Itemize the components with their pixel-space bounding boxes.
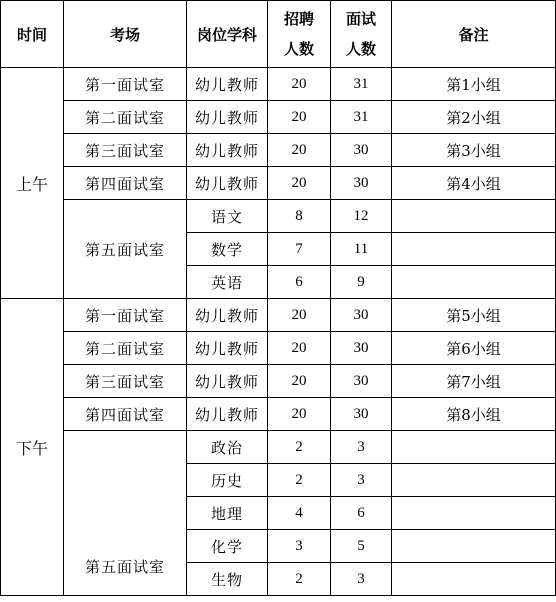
subject-cell: 语文 bbox=[187, 200, 268, 233]
interview-count-cell: 30 bbox=[331, 365, 392, 398]
table-row bbox=[1, 167, 556, 200]
recruit-count-cell: 20 bbox=[268, 101, 331, 134]
interview-count-cell: 3 bbox=[331, 563, 392, 596]
note-cell: 第5小组 bbox=[392, 299, 556, 332]
recruit-count-cell: 20 bbox=[268, 299, 331, 332]
interview-count-cell: 31 bbox=[331, 68, 392, 101]
recruit-count-cell: 20 bbox=[268, 365, 331, 398]
header-room: 考场 bbox=[64, 1, 187, 68]
table-row bbox=[1, 431, 556, 464]
interview-count-cell: 12 bbox=[331, 200, 392, 233]
subject-cell: 幼儿教师 bbox=[187, 365, 268, 398]
header-subject: 岗位学科 bbox=[187, 1, 268, 68]
table-row bbox=[1, 332, 556, 365]
recruit-count-cell: 20 bbox=[268, 68, 331, 101]
subject-cell: 英语 bbox=[187, 266, 268, 299]
note-cell: 第7小组 bbox=[392, 365, 556, 398]
recruit-count-cell: 20 bbox=[268, 134, 331, 167]
note-cell: 第6小组 bbox=[392, 332, 556, 365]
table-row bbox=[1, 101, 556, 134]
note-cell bbox=[392, 266, 556, 299]
recruit-count-cell: 20 bbox=[268, 332, 331, 365]
recruit-count-cell: 2 bbox=[268, 431, 331, 464]
note-cell: 第2小组 bbox=[392, 101, 556, 134]
room-cell: 第三面试室 bbox=[64, 365, 187, 398]
note-cell bbox=[392, 497, 556, 530]
interview-count-cell: 30 bbox=[331, 167, 392, 200]
room-cell: 第二面试室 bbox=[64, 101, 187, 134]
note-cell bbox=[392, 464, 556, 497]
recruit-count-cell: 2 bbox=[268, 464, 331, 497]
note-cell bbox=[392, 233, 556, 266]
table-row bbox=[1, 398, 556, 431]
table-row bbox=[1, 299, 556, 332]
subject-cell: 幼儿教师 bbox=[187, 299, 268, 332]
period-afternoon: 下午 bbox=[1, 299, 64, 596]
table-row bbox=[1, 200, 556, 233]
subject-cell: 地理 bbox=[187, 497, 268, 530]
interview-count-cell: 11 bbox=[331, 233, 392, 266]
header-interview-line1: 面试 bbox=[345, 10, 376, 28]
room-cell: 第四面试室 bbox=[64, 398, 187, 431]
note-cell bbox=[392, 200, 556, 233]
room-cell: 第五面试室 bbox=[64, 431, 187, 596]
recruit-count-cell: 8 bbox=[268, 200, 331, 233]
interview-count-cell: 30 bbox=[331, 134, 392, 167]
interview-count-cell: 9 bbox=[331, 266, 392, 299]
subject-cell: 生物 bbox=[187, 563, 268, 596]
subject-cell: 化学 bbox=[187, 530, 268, 563]
room-cell: 第三面试室 bbox=[64, 134, 187, 167]
header-interview-line2: 人数 bbox=[345, 40, 376, 58]
subject-cell: 幼儿教师 bbox=[187, 167, 268, 200]
header-recruit-line2: 人数 bbox=[283, 40, 314, 58]
subject-cell: 政治 bbox=[187, 431, 268, 464]
subject-cell: 幼儿教师 bbox=[187, 101, 268, 134]
recruit-count-cell: 3 bbox=[268, 530, 331, 563]
recruit-count-cell: 7 bbox=[268, 233, 331, 266]
interview-count-cell: 3 bbox=[331, 464, 392, 497]
subject-cell: 幼儿教师 bbox=[187, 68, 268, 101]
room-cell: 第五面试室 bbox=[64, 200, 187, 299]
table-row bbox=[1, 68, 556, 101]
header-time: 时间 bbox=[1, 1, 64, 68]
subject-cell: 幼儿教师 bbox=[187, 332, 268, 365]
subject-cell: 历史 bbox=[187, 464, 268, 497]
interview-count-cell: 30 bbox=[331, 398, 392, 431]
note-cell bbox=[392, 530, 556, 563]
subject-cell: 数学 bbox=[187, 233, 268, 266]
note-cell: 第3小组 bbox=[392, 134, 556, 167]
note-cell bbox=[392, 563, 556, 596]
note-cell: 第1小组 bbox=[392, 68, 556, 101]
interview-count-cell: 5 bbox=[331, 530, 392, 563]
interview-count-cell: 30 bbox=[331, 299, 392, 332]
header-interview-count bbox=[331, 1, 392, 68]
period-morning: 上午 bbox=[1, 68, 64, 299]
note-cell bbox=[392, 431, 556, 464]
subject-cell: 幼儿教师 bbox=[187, 398, 268, 431]
note-cell: 第8小组 bbox=[392, 398, 556, 431]
interview-count-cell: 3 bbox=[331, 431, 392, 464]
recruit-count-cell: 4 bbox=[268, 497, 331, 530]
table-row bbox=[1, 134, 556, 167]
recruit-count-cell: 2 bbox=[268, 563, 331, 596]
recruit-count-cell: 20 bbox=[268, 398, 331, 431]
note-cell: 第4小组 bbox=[392, 167, 556, 200]
interview-count-cell: 30 bbox=[331, 332, 392, 365]
room-cell: 第二面试室 bbox=[64, 332, 187, 365]
subject-cell: 幼儿教师 bbox=[187, 134, 268, 167]
recruit-count-cell: 6 bbox=[268, 266, 331, 299]
header-row bbox=[1, 1, 556, 68]
interview-count-cell: 6 bbox=[331, 497, 392, 530]
room-cell: 第一面试室 bbox=[64, 68, 187, 101]
recruit-count-cell: 20 bbox=[268, 167, 331, 200]
header-note: 备注 bbox=[392, 1, 556, 68]
header-recruit-count bbox=[268, 1, 331, 68]
table-row bbox=[1, 365, 556, 398]
header-recruit-line1: 招聘 bbox=[283, 10, 314, 28]
room-cell: 第一面试室 bbox=[64, 299, 187, 332]
room-cell: 第四面试室 bbox=[64, 167, 187, 200]
interview-count-cell: 31 bbox=[331, 101, 392, 134]
